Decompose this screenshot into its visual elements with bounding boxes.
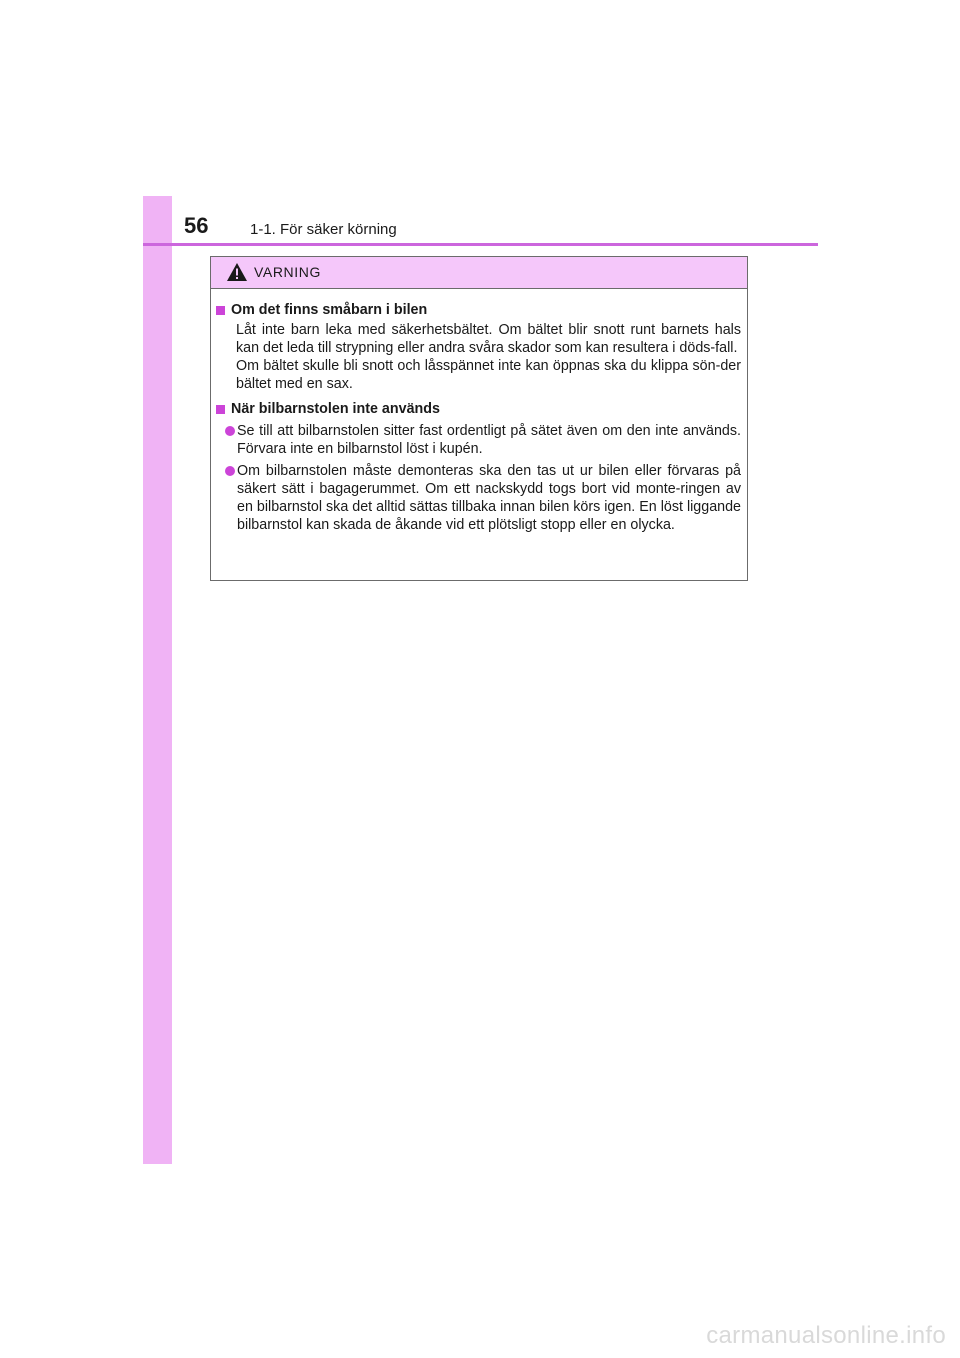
page-number: 56 xyxy=(184,213,209,238)
warning-label: VARNING xyxy=(254,264,321,280)
bullet-item xyxy=(216,462,741,534)
chapter-side-band xyxy=(143,196,172,1164)
square-bullet-icon xyxy=(216,405,225,414)
section-title: 1-1. För säker körning xyxy=(250,221,397,238)
warning-box xyxy=(210,256,748,581)
warning-header xyxy=(211,257,747,289)
circle-bullet-icon xyxy=(225,426,235,436)
item-heading-text: När bilbarnstolen inte används xyxy=(231,401,440,417)
warning-body xyxy=(211,289,747,534)
paragraph: Låt inte barn leka med säkerhetsbältet. Om bältet blir snott runt barnets hals kan det leda till strypning eller andra svåra skador som kan resultera i döds-fall. xyxy=(236,322,741,356)
circle-bullet-icon xyxy=(225,466,235,476)
item-heading xyxy=(216,301,741,319)
bullet-text: Om bilbarnstolen måste demonteras ska den tas ut ur bilen eller förvaras på säkert sätt i bagagerummet. Om ett nackskydd togs bort vid monte-ringen av en bilbarnstol ska det alltid sättas tillbaka innan bilen körs igen. En löst liggande bilbarnstol kan skada de åkande vid ett plötsligt stopp eller en olycka. xyxy=(237,463,741,533)
header-divider xyxy=(143,243,818,246)
bullet-text: Se till att bilbarnstolen sitter fast ordentligt på sätet även om den inte används. Förvara inte en bilbarnstol löst i kupén. xyxy=(237,423,741,457)
item-heading-text: Om det finns småbarn i bilen xyxy=(231,302,428,318)
bullet-item xyxy=(216,422,741,458)
square-bullet-icon xyxy=(216,306,225,315)
paragraph: Om bältet skulle bli snott och låsspännet inte kan öppnas ska du klippa sön-der bältet med en sax. xyxy=(236,358,741,392)
item-heading xyxy=(216,400,741,418)
watermark: carmanualsonline.info xyxy=(706,1322,946,1349)
warning-triangle-icon xyxy=(226,262,248,282)
